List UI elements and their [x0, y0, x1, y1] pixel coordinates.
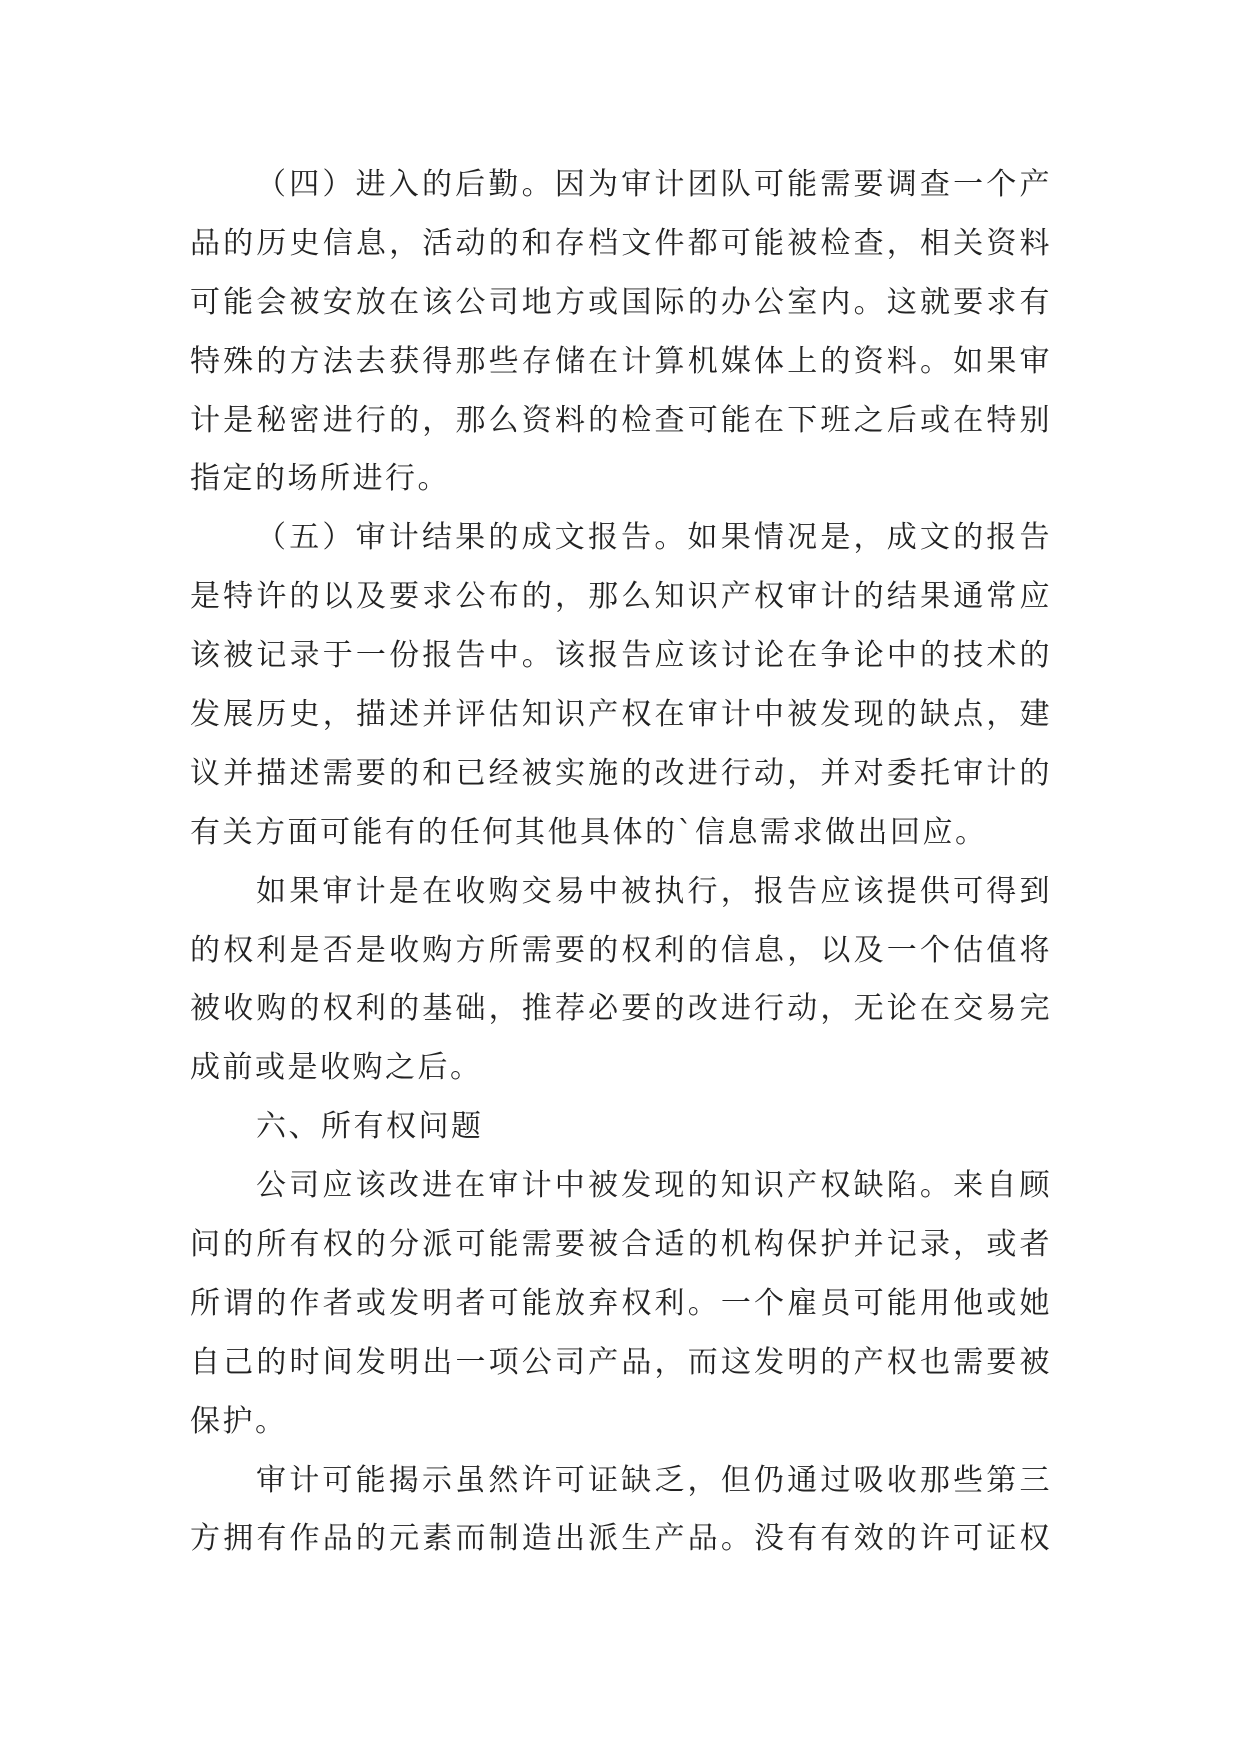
body-text [190, 156, 1052, 1569]
text-line: （五）审计结果的成文报告。如果情况是，成文的报告 [256, 520, 1052, 556]
paragraph-licensing [190, 1452, 1052, 1570]
text-line: 计是秘密进行的，那么资料的检查可能在下班之后或在特别 [190, 402, 1052, 438]
section-heading [190, 1098, 1052, 1157]
text-line: 如果审计是在收购交易中被执行，报告应该提供可得到 [256, 873, 1052, 909]
text-line: （四）进入的后勤。因为审计团队可能需要调查一个产 [256, 167, 1052, 202]
text-line: 可能会被安放在该公司地方或国际的办公室内。这就要求有 [190, 284, 1052, 320]
text-line: 成前或是收购之后。 [190, 1050, 483, 1086]
text-line: 有关方面可能有的任何其他具体的`信息需求做出回应。 [190, 814, 988, 850]
text-line: 特殊的方法去获得那些存储在计算机媒体上的资料。如果审 [190, 343, 1052, 379]
paragraph-logistics [190, 156, 1052, 509]
text-line: 问的所有权的分派可能需要被合适的机构保护并记录，或者 [190, 1227, 1052, 1263]
text-line: 议并描述需要的和已经被实施的改进行动，并对委托审计的 [190, 755, 1052, 791]
text-line: 审计可能揭示虽然许可证缺乏，但仍通过吸收那些第三 [256, 1462, 1052, 1498]
text-line: 方拥有作品的元素而制造出派生产品。没有有效的许可证权 [190, 1521, 1052, 1557]
text-line: 该被记录于一份报告中。该报告应该讨论在争论中的技术的 [190, 638, 1052, 674]
text-line: 所谓的作者或发明者可能放弃权利。一个雇员可能用他或她 [190, 1285, 1052, 1321]
text-line: 公司应该改进在审计中被发现的知识产权缺陷。来自顾 [256, 1168, 1052, 1204]
paragraph-acquisition [190, 863, 1052, 1099]
text-line: 的权利是否是收购方所需要的权利的信息，以及一个估值将 [190, 932, 1052, 968]
text-line: 发展历史，描述并评估知识产权在审计中被发现的缺点，建 [190, 697, 1052, 733]
text-line: 保护。 [190, 1403, 288, 1439]
text-line: 品的历史信息，活动的和存档文件都可能被检查，相关资料 [190, 225, 1052, 261]
text-line: 指定的场所进行。 [190, 461, 450, 497]
paragraph-ownership [190, 1157, 1052, 1451]
text-line: 自己的时间发明出一项公司产品，而这发明的产权也需要被 [190, 1344, 1052, 1380]
text-line: 被收购的权利的基础，推荐必要的改进行动，无论在交易完 [190, 991, 1052, 1027]
section-heading-text: 六、所有权问题 [256, 1109, 484, 1145]
text-line: 是特许的以及要求公布的，那么知识产权审计的结果通常应 [190, 579, 1052, 615]
paragraph-written-report [190, 509, 1052, 862]
